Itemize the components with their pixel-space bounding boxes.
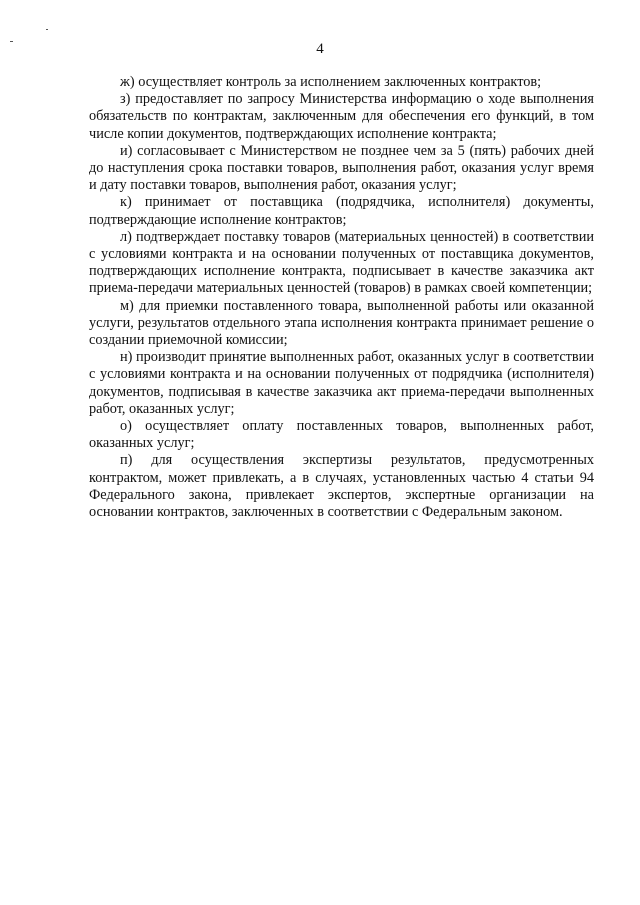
- document-body: [89, 74, 594, 521]
- paragraph-l: л) подтверждает поставку товаров (материальных ценностей) в соответствии с условиями контракта и на основании полученных от поставщика документов, подтверждающих исполнение контракта, подписывает в качестве заказчика акт приема-передачи материальных ценностей (товаров) в рамках своей компетенции;: [89, 228, 594, 297]
- paragraph-p: п) для осуществления экспертизы результатов, предусмотренных контрактом, может привлекать, а в случаях, установленных частью 4 статьи 94 Федерального закона, привлекает экспертов, экспертные организации на основании контрактов, заключенных в соответствии с Федеральным законом.: [89, 452, 594, 521]
- page-number: 4: [316, 41, 324, 57]
- paragraph-k: к) принимает от поставщика (подрядчика, исполнителя) документы, подтверждающие исполнение контрактов;: [89, 194, 594, 228]
- scan-speck: [46, 29, 48, 30]
- paragraph-z: з) предоставляет по запросу Министерства информацию о ходе выполнения обязательств по контрактам, заключенным для обеспечения его функций, в том числе копии документов, подтверждающих исполнение контракта;: [89, 91, 594, 142]
- paragraph-zh: ж) осуществляет контроль за исполнением заключенных контрактов;: [120, 74, 542, 90]
- paragraph-m: м) для приемки поставленного товара, выполненной работы или оказанной услуги, результатов отдельного этапа исполнения контракта принимает решение о создании приемочной комиссии;: [89, 297, 594, 349]
- paragraph-n: н) производит принятие выполненных работ, оказанных услуг в соответствии с условиями контракта и на основании полученных от подрядчика (исполнителя) документов, подписывая в качестве заказчика акт приема-передачи выполненных работ, оказанных услуг;: [89, 349, 594, 417]
- paragraph-i: и) согласовывает с Министерством не позднее чем за 5 (пять) рабочих дней до наступления срока поставки товаров, выполнения работ, оказания услуг время и дату поставки товаров, выполнения работ, оказания услуг;: [89, 142, 594, 194]
- paragraph-o: о) осуществляет оплату поставленных товаров, выполненных работ, оказанных услуг;: [89, 418, 594, 452]
